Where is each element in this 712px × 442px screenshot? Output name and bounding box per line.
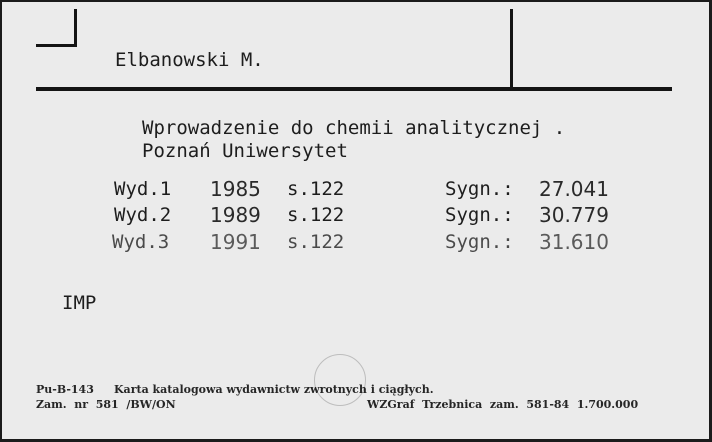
edition-label: Wyd.2 (114, 204, 172, 226)
publisher: Poznań Uniwersytet (142, 140, 348, 162)
edition-pages: s.122 (287, 231, 345, 253)
book-title: Wprowadzenie do chemii analitycznej . (142, 117, 566, 139)
footer-form-code: Pu-B-143 (36, 383, 94, 396)
edition-label: Wyd.1 (114, 178, 172, 200)
signature-number: 27.041 (539, 177, 609, 201)
edition-pages: s.122 (287, 178, 345, 200)
signature-number: 30.779 (539, 203, 609, 227)
edition-label: Wyd.3 (112, 231, 170, 253)
footer-form-title: Karta katalogowa wydawnictw zwrotnych i ciągłych. (114, 383, 434, 396)
signature-label: Sygn.: (445, 178, 514, 200)
corner-mark-vertical (74, 9, 77, 47)
signature-number: 31.610 (539, 230, 609, 254)
signature-label: Sygn.: (445, 204, 514, 226)
header-divider (510, 9, 513, 89)
corner-mark-horizontal (36, 44, 77, 47)
edition-year: 1989 (210, 203, 261, 227)
signature-label: Sygn.: (445, 231, 514, 253)
author-name: Elbanowski M. (115, 49, 264, 71)
stamp-impression (314, 354, 366, 406)
edition-pages: s.122 (287, 204, 345, 226)
header-rule (36, 87, 672, 91)
note-imp: IMP (62, 292, 97, 314)
footer-printer: WZGraf Trzebnica zam. 581-84 1.700.000 (367, 398, 639, 411)
footer-order-number: Zam. nr 581 /BW/ON (36, 398, 176, 411)
edition-year: 1991 (210, 230, 261, 254)
catalog-card (2, 2, 709, 439)
edition-year: 1985 (210, 177, 261, 201)
